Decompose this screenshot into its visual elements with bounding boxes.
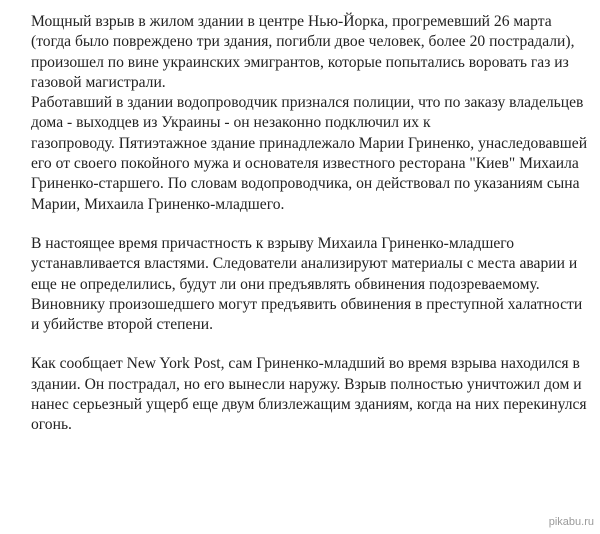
article-body [31, 12, 591, 436]
text-line: Как сообщает New York Post, сам Гриненко-младший во время взрыва находился в [31, 355, 580, 373]
text-line: В настоящее время причастность к взрыву Михаила Гриненко-младшего [31, 234, 515, 252]
text-line: Мощный взрыв в жилом здании в центре Нью-Йорка, прогремевший 26 марта [31, 13, 552, 30]
text-line: устанавливается властями. Следователи анализируют материалы с места аварии и [31, 255, 578, 273]
text-line: Марии, Михаила Гриненко-младшего. [31, 195, 285, 213]
text-line: еще не определились, будут ли они предъявлять обвинения подозреваемому. [31, 275, 540, 293]
text-line: Работавший в здании водопроводчик признался полиции, что по заказу владельцев [31, 94, 584, 112]
paragraph-1 [31, 12, 591, 215]
text-line: здании. Он пострадал, но его вынесли наружу. Взрыв полностью уничтожил дом и [31, 375, 582, 393]
text-line: Виновнику произошедшего могут предъявить обвинения в преступной халатности [31, 295, 583, 313]
text-line: Гриненко-старшего. По словам водопроводчика, он действовал по указаниям сына [31, 175, 580, 193]
paragraph-spacer [31, 335, 591, 354]
watermark: pikabu.ru [548, 516, 594, 528]
paragraph-2 [31, 234, 591, 335]
text-line: дома - выходцев из Украины - он незаконно подключил их к [31, 114, 431, 132]
text-line: газовой магистрали. [31, 73, 166, 91]
text-line: нанес серьезный ущерб еще двум близлежащим зданиям, когда на них перекинулся [31, 396, 587, 414]
paragraph-spacer [31, 215, 591, 234]
text-line: газопроводу. Пятиэтажное здание принадлежало Марии Гриненко, унаследовавшей [31, 134, 588, 152]
text-line: его от своего покойного мужа и основателя известного ресторана "Киев" Михаила [31, 155, 579, 173]
text-line: и убийстве второй степени. [31, 316, 214, 334]
text-line: (тогда было повреждено три здания, погибли двое человек, более 20 пострадали), [31, 33, 575, 51]
paragraph-3 [31, 354, 591, 435]
text-line: произошел по вине украинских эмигрантов, которые попытались воровать газ из [31, 53, 569, 71]
text-line: огонь. [31, 416, 72, 434]
